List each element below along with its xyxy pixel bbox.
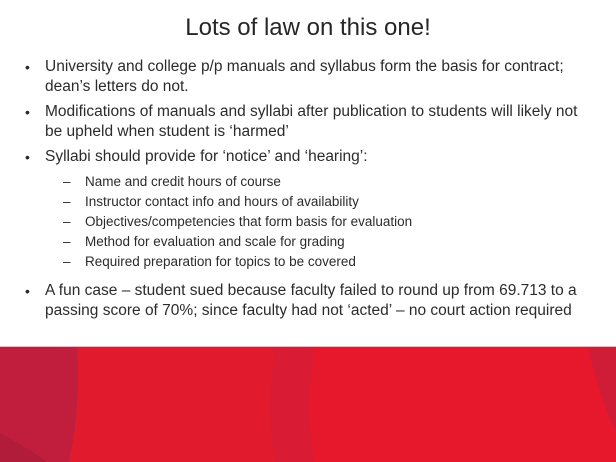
bullet-text: University and college p/p manuals and syllabus form the basis for contract; dean’s letters do not. [45,58,564,95]
dash-marker: – [63,234,71,249]
list-item [0,147,598,167]
bullet-text: Name and credit hours of course [85,174,281,189]
bullet-text: Modifications of manuals and syllabi after publication to students will likely not be upheld when student is ‘harmed’ [45,103,578,140]
bullet-text: Syllabi should provide for ‘notice’ and ‘hearing’: [45,148,368,165]
bullet-marker: • [25,104,30,120]
bullet-marker: • [25,283,30,299]
decorative-red-band [0,346,616,462]
list-item-sub [0,252,598,272]
list-item [0,102,598,142]
slide-title: Lots of law on this one! [185,14,431,41]
list-item [0,281,598,321]
dash-marker: – [63,254,71,269]
dash-marker: – [63,214,71,229]
bullet-marker: • [25,59,30,75]
list-item-sub [0,172,598,192]
bullet-marker: • [25,149,30,165]
list-item [0,57,598,97]
decorative-circle-mid-bright [310,346,616,462]
bullet-text: Objectives/competencies that form basis for evaluation [85,214,413,229]
bullet-text: A fun case – student sued because faculty failed to round up from 69.713 to a passing score of 70%; since faculty had not ‘acted’ – no court action required [45,282,577,319]
list-item-sub [0,232,598,252]
bullet-list [0,57,598,326]
bullet-text: Method for evaluation and scale for grading [85,234,345,249]
dash-marker: – [63,174,71,189]
dash-marker: – [63,194,71,209]
bullet-text: Instructor contact info and hours of availability [85,194,359,209]
list-item-sub [0,192,598,212]
bullet-text: Required preparation for topics to be covered [85,254,356,269]
list-item-sub [0,212,598,232]
